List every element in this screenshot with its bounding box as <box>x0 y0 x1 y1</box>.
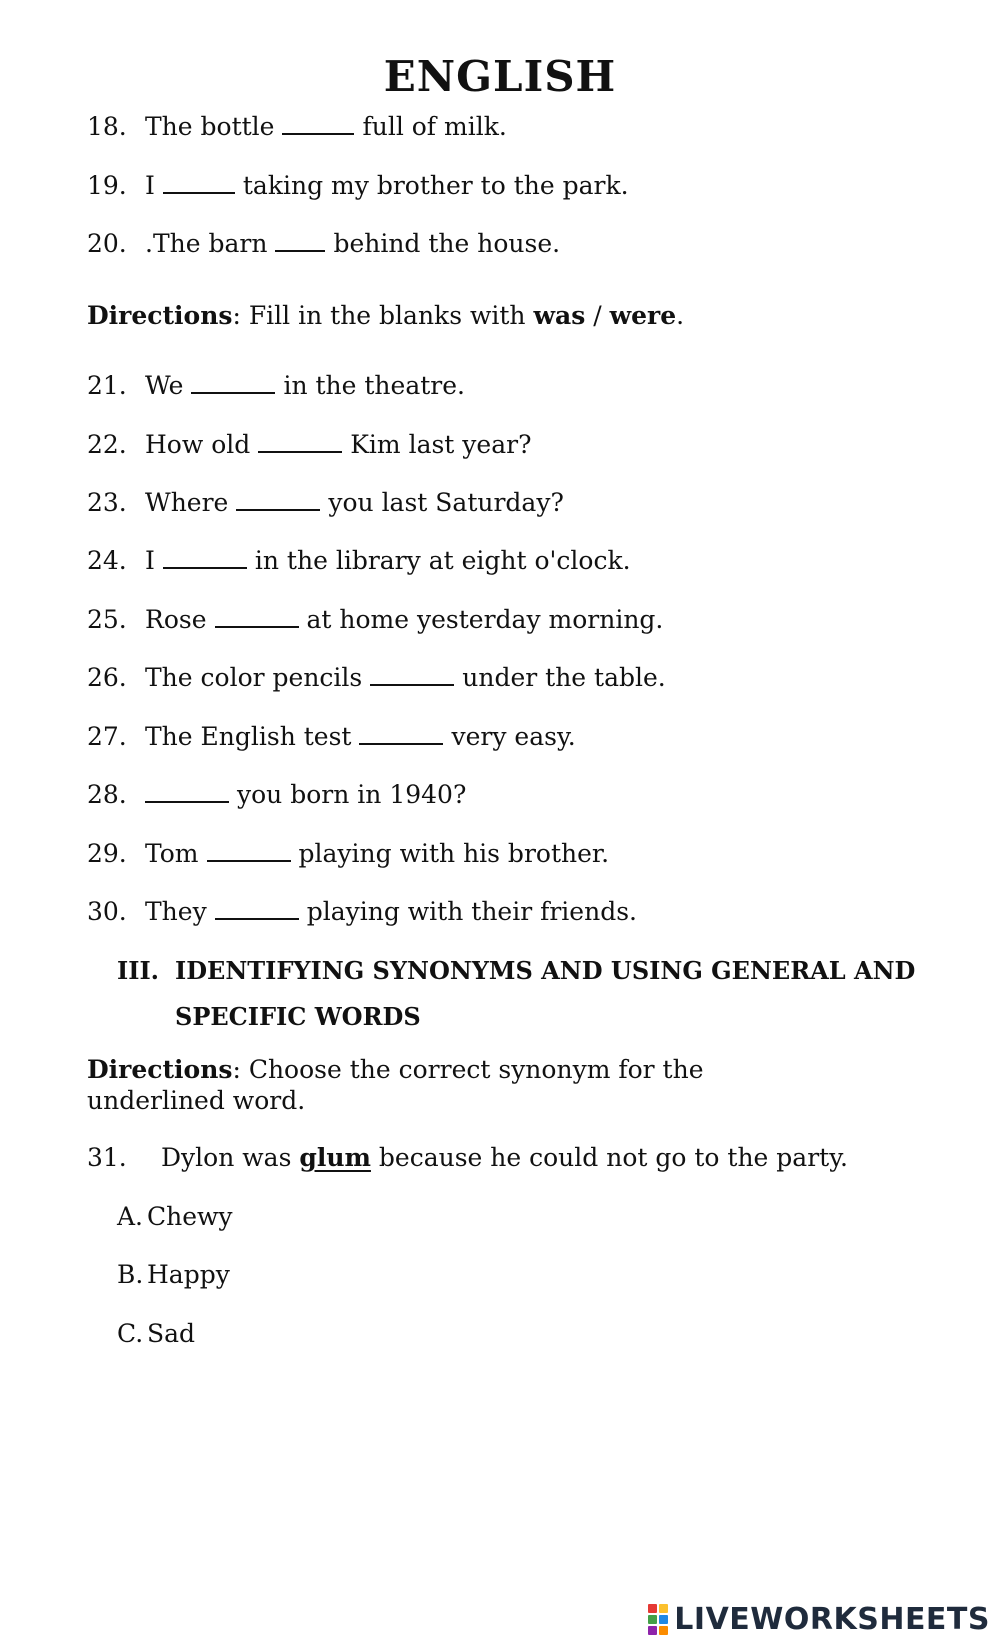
question-text-before: How old <box>145 430 251 459</box>
question-number: 25. <box>87 605 127 634</box>
section-numeral: III. <box>117 956 160 985</box>
question-number: 18. <box>87 112 127 141</box>
directions-label: Directions <box>87 301 233 330</box>
question-26 <box>87 662 666 694</box>
section-heading <box>117 948 915 1040</box>
question-text-after: playing with their friends. <box>306 897 637 926</box>
question-text-after: taking my brother to the park. <box>242 171 629 200</box>
answer-blank[interactable] <box>145 779 229 803</box>
question-31 <box>87 1142 848 1174</box>
question-text-before: .The barn <box>145 229 268 258</box>
question-28 <box>87 779 466 811</box>
question-text-before: They <box>145 897 207 926</box>
choice-text: Happy <box>147 1260 230 1289</box>
option-was: was <box>533 301 586 330</box>
choice-b[interactable] <box>117 1259 230 1291</box>
question-text-after: you last Saturday? <box>328 488 564 517</box>
choice-text: Chewy <box>147 1202 233 1231</box>
separator: / <box>585 301 610 330</box>
option-were: were <box>609 301 677 330</box>
logo-square <box>648 1604 657 1613</box>
answer-blank[interactable] <box>215 896 299 920</box>
question-text-before: Dylon was <box>161 1143 300 1172</box>
question-27 <box>87 721 576 753</box>
question-22 <box>87 429 531 461</box>
answer-blank[interactable] <box>258 429 342 453</box>
logo-square <box>648 1615 657 1624</box>
page-title: ENGLISH <box>383 52 617 101</box>
question-text-after: behind the house. <box>333 229 561 258</box>
directions-text: : Fill in the blanks with <box>232 301 534 330</box>
question-text-after: you born in 1940? <box>237 780 467 809</box>
choice-a[interactable] <box>117 1201 233 1233</box>
question-19 <box>87 170 629 202</box>
question-number: 22. <box>87 430 127 459</box>
question-text-after: in the theatre. <box>283 371 465 400</box>
liveworksheets-logo <box>648 1601 990 1637</box>
question-text-before: We <box>145 371 184 400</box>
question-text-before: I <box>145 546 155 575</box>
question-number: 24. <box>87 546 127 575</box>
logo-text: LIVEWORKSHEETS <box>674 1601 990 1637</box>
logo-icon <box>648 1604 668 1635</box>
logo-square <box>659 1604 668 1613</box>
question-text-before: I <box>145 171 155 200</box>
answer-blank[interactable] <box>163 170 235 194</box>
question-text-after: at home yesterday morning. <box>306 605 664 634</box>
question-text-after: under the table. <box>462 663 666 692</box>
answer-blank[interactable] <box>191 370 275 394</box>
question-number: 19. <box>87 171 127 200</box>
question-number: 26. <box>87 663 127 692</box>
period: . <box>676 301 685 330</box>
question-number: 21. <box>87 371 127 400</box>
section-title-line2: SPECIFIC WORDS <box>175 1002 421 1031</box>
question-number: 27. <box>87 722 127 751</box>
logo-square <box>659 1615 668 1624</box>
choice-letter: A. <box>117 1202 144 1231</box>
question-text-before: Rose <box>145 605 207 634</box>
question-30 <box>87 896 637 928</box>
question-29 <box>87 838 609 870</box>
section-title-line1: IDENTIFYING SYNONYMS AND USING GENERAL AND <box>175 956 916 985</box>
answer-blank[interactable] <box>215 604 299 628</box>
choice-letter: B. <box>117 1260 144 1289</box>
question-text-after: Kim last year? <box>350 430 532 459</box>
answer-blank[interactable] <box>359 721 443 745</box>
underlined-word: glum <box>299 1143 371 1172</box>
question-21 <box>87 370 465 402</box>
question-text-after: in the library at eight o'clock. <box>254 546 631 575</box>
directions-label: Directions <box>87 1055 233 1084</box>
question-text-before: The color pencils <box>145 663 363 692</box>
question-24 <box>87 545 631 577</box>
question-text-after: very easy. <box>451 722 576 751</box>
answer-blank[interactable] <box>370 662 454 686</box>
directions-synonym <box>87 1054 847 1116</box>
question-number: 31. <box>87 1143 127 1172</box>
directions-text: : Choose the correct synonym for the underlined word. <box>87 1055 704 1115</box>
answer-blank[interactable] <box>275 228 325 252</box>
question-text-before: Where <box>145 488 229 517</box>
choice-c[interactable] <box>117 1318 195 1350</box>
answer-blank[interactable] <box>282 111 354 135</box>
answer-blank[interactable] <box>236 487 320 511</box>
choice-letter: C. <box>117 1319 144 1348</box>
question-text-after: playing with his brother. <box>298 839 610 868</box>
answer-blank[interactable] <box>163 545 247 569</box>
question-number: 20. <box>87 229 127 258</box>
question-number: 30. <box>87 897 127 926</box>
choice-text: Sad <box>147 1319 196 1348</box>
question-text-before: The bottle <box>145 112 275 141</box>
question-18 <box>87 111 507 143</box>
logo-square <box>659 1626 668 1635</box>
logo-square <box>648 1626 657 1635</box>
question-20 <box>87 228 560 260</box>
question-text-after: full of milk. <box>362 112 507 141</box>
directions-was-were <box>87 300 887 331</box>
answer-blank[interactable] <box>207 838 291 862</box>
question-number: 28. <box>87 780 127 809</box>
question-text-after: because he could not go to the party. <box>370 1143 848 1172</box>
question-23 <box>87 487 564 519</box>
question-25 <box>87 604 663 636</box>
question-number: 29. <box>87 839 127 868</box>
question-number: 23. <box>87 488 127 517</box>
question-text-before: The English test <box>145 722 352 751</box>
question-text-before: Tom <box>145 839 199 868</box>
